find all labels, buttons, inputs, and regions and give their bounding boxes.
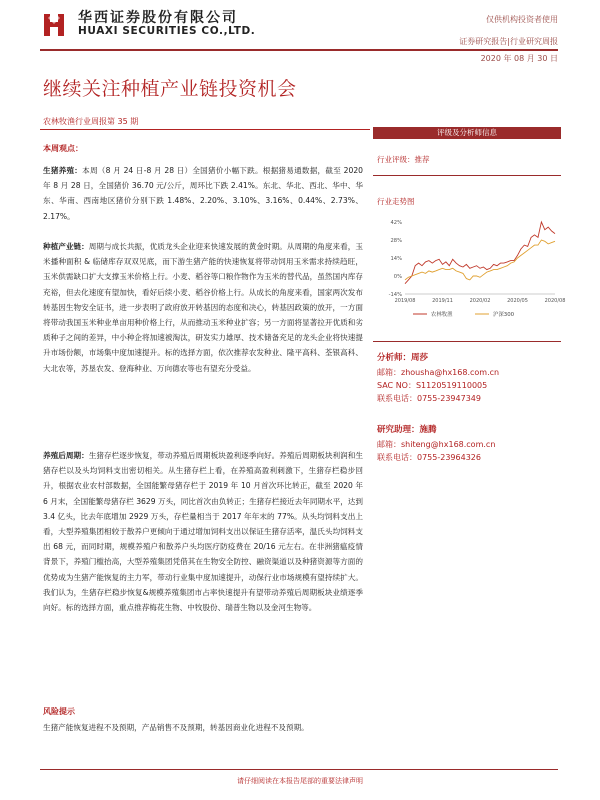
subtitle-divider bbox=[40, 129, 370, 130]
risk-heading: 风险提示 bbox=[43, 707, 75, 716]
email-label: 邮箱： bbox=[377, 368, 401, 377]
rating-value: 推荐 bbox=[414, 155, 430, 164]
analyst-name: 施腾 bbox=[419, 425, 437, 435]
sac-number: S1120519110005 bbox=[415, 381, 488, 390]
analyst-1-sac bbox=[377, 380, 487, 391]
report-date: 2020 年 08 月 30 日 bbox=[480, 54, 558, 63]
company-logo-icon bbox=[40, 10, 68, 38]
industry-rating bbox=[377, 154, 430, 165]
company-name-cn: 华西证券股份有限公司 bbox=[78, 10, 238, 26]
phone-label: 联系电话： bbox=[377, 453, 417, 462]
report-type: 证券研究报告|行业研究周报 bbox=[459, 37, 558, 46]
email-link[interactable]: zhousha@hx168.com.cn bbox=[401, 368, 500, 377]
y-tick-label: -14% bbox=[388, 292, 402, 298]
legend-label: 沪深300 bbox=[493, 312, 515, 318]
y-tick-label: 0% bbox=[393, 274, 402, 280]
industry-trend-chart bbox=[373, 210, 566, 336]
trend-chart-title: 行业走势图 bbox=[377, 197, 415, 206]
paragraph-pig-farming bbox=[43, 163, 363, 224]
y-tick-label: 28% bbox=[390, 238, 402, 244]
x-tick-label: 2020/02 bbox=[469, 298, 491, 304]
sidebar-header: 评级及分析师信息 bbox=[373, 127, 561, 139]
analyst-1-email bbox=[377, 367, 499, 378]
y-tick-label: 14% bbox=[390, 256, 402, 262]
analyst-label: 研究助理： bbox=[377, 425, 420, 435]
analyst-label: 分析师： bbox=[377, 353, 412, 363]
email-label: 邮箱： bbox=[377, 440, 401, 449]
phone-number: 0755-23964326 bbox=[417, 453, 481, 462]
x-tick-label: 2019/08 bbox=[394, 298, 416, 304]
paragraph-lead: 生猪养殖： bbox=[43, 166, 83, 175]
sidebar-divider bbox=[373, 341, 561, 342]
x-tick-label: 2019/11 bbox=[432, 298, 453, 304]
phone-number: 0755-23947349 bbox=[417, 394, 481, 403]
analyst-2-email bbox=[377, 439, 495, 450]
x-tick-label: 2020/05 bbox=[507, 298, 528, 304]
paragraph-text: 本周（8 月 24 日-8 月 28 日）全国猪价小幅下跌。根据猪易通数据，截至 2020 年 8 月 28 日，全国猪价 36.70 元/公斤，周环比下跌 2.41%。东北、华北、西北、华中、华东、华南、西南地区猪价分别下跌 1.48%、2.20%、3.10%、3.16%、0.44%、2.73%、2.17%。 bbox=[43, 166, 364, 221]
email-link[interactable]: shiteng@hx168.com.cn bbox=[401, 440, 496, 449]
analyst-2-title bbox=[377, 423, 437, 435]
footer-legal-note: 请仔细阅读在本报告尾部的重要法律声明 bbox=[237, 777, 363, 785]
summary-heading: 本周观点： bbox=[43, 144, 83, 153]
paragraph-lead: 养殖后周期： bbox=[43, 451, 89, 460]
paragraph-lead: 种植产业链： bbox=[43, 242, 89, 251]
paragraph-text: 生猪存栏逐步恢复，带动养殖后周期板块盈利逐季向好。养殖后周期板块利润和生猪存栏以及头均饲料支出密切相关。从生猪存栏上看，在养殖高盈利刺激下，生猪存栏稳步回升，根据农业农村部数据，全国能繁母猪存栏于 2019 年 10 月首次环比转正，截至 2020 年 6 月末，全国能繁母猪存栏 3629 万头，同比首次由负转正；生猪存栏接近去年同期水平，达到 3.4 亿头，比去年底增加 2929 万头，存栏量相当于 2017 年年末的 77%。从头均饲料支出上看，大型养殖集团相较于散养户更倾向于通过增加饲料支出以保证生猪存活率，温氏头均饲料支出 68 元，而同时期，规模养殖户和散养户头均医疗防疫费在 20/16 元左右。在非洲猪瘟疫情背景下，养殖门槛抬高，大型养殖集团凭借其在生物安全防控、融资渠道以及种猪资源等方面的优势成为生猪产能恢复的主力军，带动行业集中度加速提升，动保行业市场规模有望持续扩大。我们认为，生猪存栏稳步恢复&规模养殖集团市占率快速提升有望带动养殖后周期板块业绩逐季向好。标的选择方面，重点推荐梅花生物、中牧股份、瑞普生物以及金河生物等。 bbox=[43, 451, 363, 613]
footer-divider bbox=[40, 769, 558, 770]
series-line bbox=[405, 222, 555, 284]
company-name-en: HUAXI SECURITIES CO.,LTD. bbox=[78, 25, 256, 37]
y-tick-label: 42% bbox=[390, 220, 402, 226]
x-tick-label: 2020/08 bbox=[544, 298, 566, 304]
risk-text: 生猪产能恢复进程不及预期，产品销售不及预期，转基因商业化进程不及预期。 bbox=[43, 723, 309, 732]
phone-label: 联系电话： bbox=[377, 394, 417, 403]
legend-label: 农林牧渔 bbox=[431, 312, 453, 318]
paragraph-text: 周期与成长共振，优质龙头企业迎来快速发展的黄金时期。从周期的角度来看，玉米播种面积 & 临储库存双双见底，而下游生猪产能的快速恢复将带动饲用玉米需求持续趋旺，玉米供需缺口扩大支撑玉米价格上行。小麦、稻谷等口粮作物作为玉米的替代品，虽然国内库存充裕，但去化速度有望加快，看好后续小麦、稻谷价格上行。从成长的角度来看，国家两次发布转基因生物安全证书，进一步表明了政府放开转基因的态度和决心，转基因政策的放开，一方面将带动我国玉米种业单亩用种价格上行，从而推动玉米种业扩容；另一方面将显著拉开优质和劣质种子之间的差异，中小种企将加速被淘汰，研发实力雄厚、技术储备充足的龙头企业将快速提升市场份额，市场集中度加速提升。标的选择方面，依次推荐农发种业、隆平高科、荃银高科、大北农等，苏垦农发、登海种业、万向德农等也有望充分受益。 bbox=[43, 242, 363, 373]
series-line bbox=[405, 240, 555, 280]
analyst-1-phone bbox=[377, 393, 481, 404]
analyst-2-phone bbox=[377, 452, 481, 463]
report-subtitle: 农林牧渔行业周报第 35 期 bbox=[43, 117, 139, 126]
report-title: 继续关注种植产业链投资机会 bbox=[43, 78, 297, 100]
header-note: 仅供机构投资者使用 bbox=[486, 15, 558, 24]
paragraph-planting-chain bbox=[43, 239, 363, 376]
sac-label: SAC NO： bbox=[377, 381, 416, 390]
rating-label: 行业评级： bbox=[377, 155, 415, 164]
header-divider bbox=[40, 49, 558, 51]
paragraph-post-cycle bbox=[43, 448, 363, 615]
analyst-1-title bbox=[377, 351, 428, 363]
analyst-name: 周莎 bbox=[411, 353, 429, 363]
sidebar-divider bbox=[373, 175, 561, 176]
